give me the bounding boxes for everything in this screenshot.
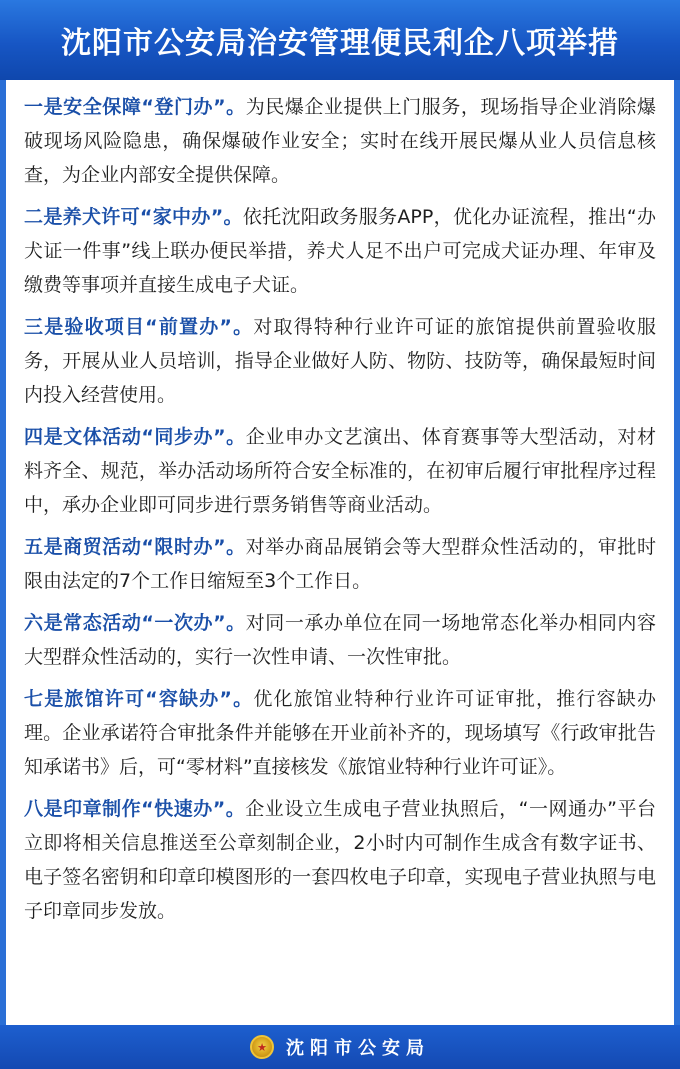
measure-body: 依托沈阳政务服务APP，优化办证流程，推出“办犬证一件事”线上联办便民举措，养犬人足不出户可完成犬证办理、年审及缴费等事项并直接生成电子犬证。 [24, 206, 656, 296]
header-banner [0, 0, 680, 80]
measure-paragraph [24, 530, 656, 598]
measure-item [24, 530, 656, 598]
measure-body: 对取得特种行业许可证的旅馆提供前置验收服务，开展从业人员培训，指导企业做好人防、物防、技防等，确保最短时间内投入经营使用。 [24, 316, 656, 406]
measure-paragraph [24, 90, 656, 192]
measure-heading: 二是养犬许可“家中办”。 [24, 206, 243, 228]
measure-paragraph [24, 310, 656, 412]
footer-org-name: 沈阳市公安局 [286, 1038, 430, 1059]
police-emblem-icon [250, 1035, 274, 1059]
measure-item [24, 90, 656, 192]
measure-body: 为民爆企业提供上门服务，现场指导企业消除爆破现场风险隐患，确保爆破作业安全；实时在线开展民爆从业人员信息核查，为企业内部安全提供保障。 [24, 96, 656, 186]
measure-heading: 五是商贸活动“限时办”。 [24, 536, 246, 558]
measure-body: 企业申办文艺演出、体育赛事等大型活动，对材料齐全、规范，举办活动场所符合安全标准的，在初审后履行审批程序过程中，承办企业即可同步进行票务销售等商业活动。 [24, 426, 656, 516]
measure-heading: 八是印章制作“快速办”。 [24, 798, 246, 820]
measures-list [0, 80, 680, 1025]
measure-paragraph [24, 792, 656, 928]
measure-item [24, 682, 656, 784]
measure-body: 企业设立生成电子营业执照后，“一网通办”平台立即将相关信息推送至公章刻制企业，2小时内可制作生成含有数字证书、电子签名密钥和印章印模图形的一套四枚电子印章，实现电子营业执照与电子印章同步发放。 [24, 798, 656, 922]
measure-item [24, 200, 656, 302]
measure-item [24, 310, 656, 412]
footer-bar [0, 1025, 680, 1069]
measure-body: 优化旅馆业特种行业许可证审批，推行容缺办理。企业承诺符合审批条件并能够在开业前补齐的，现场填写《行政审批告知承诺书》后，可“零材料”直接核发《旅馆业特种行业许可证》。 [24, 688, 656, 778]
measure-item [24, 606, 656, 674]
measure-item [24, 792, 656, 928]
measure-body: 对举办商品展销会等大型群众性活动的，审批时限由法定的7个工作日缩短至3个工作日。 [24, 536, 656, 592]
measure-heading: 七是旅馆许可“容缺办”。 [24, 688, 254, 710]
measure-heading: 六是常态活动“一次办”。 [24, 612, 246, 634]
star-icon: ★ [257, 1040, 267, 1054]
measure-heading: 三是验收项目“前置办”。 [24, 316, 254, 338]
page-title: 沈阳市公安局治安管理便民利企八项举措 [61, 26, 619, 61]
measure-paragraph [24, 420, 656, 522]
measure-heading: 一是安全保障“登门办”。 [24, 96, 246, 118]
measure-paragraph [24, 200, 656, 302]
measure-paragraph [24, 682, 656, 784]
measure-body: 对同一承办单位在同一场地常态化举办相同内容大型群众性活动的，实行一次性申请、一次性审批。 [24, 612, 656, 668]
measure-paragraph [24, 606, 656, 674]
measure-heading: 四是文体活动“同步办”。 [24, 426, 246, 448]
measure-item [24, 420, 656, 522]
